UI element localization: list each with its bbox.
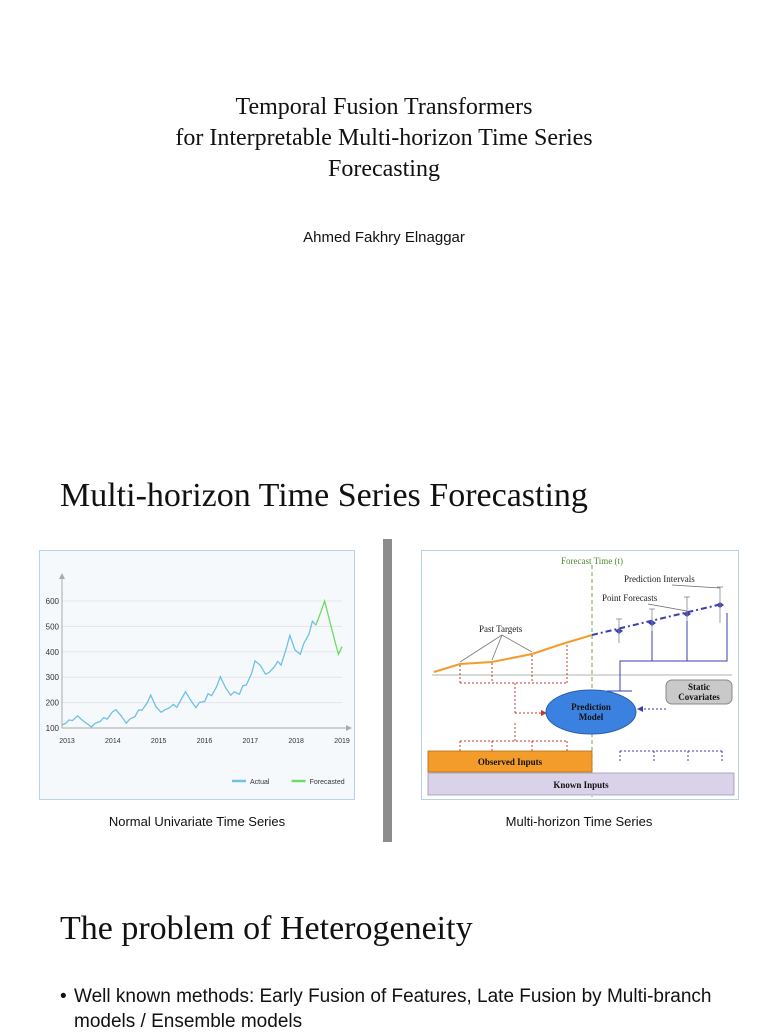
x-tick-label: 2013 [59,738,75,745]
legend-label-actual: Actual [250,779,270,786]
left-chart-caption: Normal Univariate Time Series [108,814,286,829]
y-tick-label: 100 [45,724,59,733]
multi-horizon-diagram-panel [421,550,739,800]
bullet-dot: • [60,986,67,1007]
x-tick-label: 2014 [105,738,121,745]
title-line-2: for Interpretable Multi-horizon Time Series [175,125,593,151]
y-tick-label: 600 [45,597,59,606]
static-covariates-label-2: Covariates [678,692,720,702]
known-connectors [620,751,722,763]
static-covariates-label-1: Static [688,682,710,692]
y-tick-label: 400 [45,647,59,657]
multi-horizon-diagram [422,551,738,799]
past-targets-pointers [460,635,532,662]
point-forecasts-label: Point Forecasts [602,593,658,603]
section-heading-multi-horizon: Multi-horizon Time Series Forecasting [60,477,588,514]
title-line-1: Temporal Fusion Transformers [235,94,533,120]
x-tick-label: 2016 [196,738,213,745]
y-tick-label: 500 [45,622,59,632]
prediction-intervals-label: Prediction Intervals [624,574,695,584]
right-diagram-caption: Multi-horizon Time Series [505,814,653,829]
known-inputs-label: Known Inputs [553,780,609,790]
prediction-model-label-1: Prediction [571,702,611,712]
author-name: Ahmed Fakhry Elnaggar [303,229,465,246]
forecast-time-label: Forecast Time (t) [561,556,623,566]
y-tick-label: 300 [45,673,59,683]
title-line-3: Forecasting [328,156,440,182]
observed-connectors [460,645,567,751]
x-tick-label: 2019 [334,738,350,745]
past-target-line [434,635,592,672]
model-output-lines [607,613,727,691]
univariate-chart-panel [39,550,355,800]
series-line-forecasted [316,601,342,654]
section-heading-heterogeneity: The problem of Heterogeneity [60,910,473,947]
forecast-line [592,604,722,635]
bullet-text: Well known methods: Early Fusion of Features, Late Fusion by Multi-branch models / Ensemble models [74,986,712,1032]
series-line-actual [62,621,316,727]
bullet-item [60,984,740,1034]
observed-inputs-label: Observed Inputs [477,757,543,767]
panel-divider [383,539,392,842]
prediction-model-label-2: Model [578,712,604,722]
x-axis-arrow [346,725,352,731]
past-targets-label: Past Targets [479,624,523,634]
legend-label-forecasted: Forecasted [309,779,345,786]
x-tick-label: 2018 [288,738,304,745]
univariate-line-chart [40,551,354,799]
x-tick-label: 2017 [242,738,259,745]
y-axis-arrow [59,573,65,579]
y-tick-label: 200 [45,698,59,708]
x-tick-label: 2015 [150,738,167,745]
